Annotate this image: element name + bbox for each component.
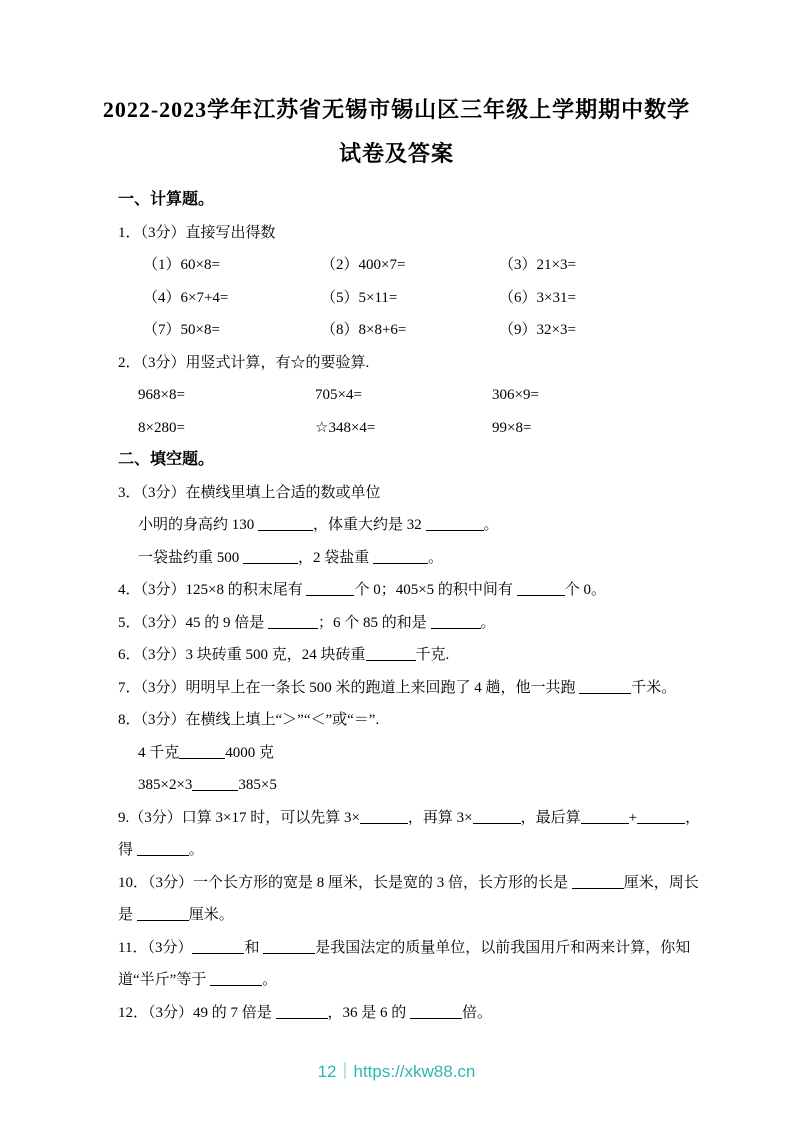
question-9-line-2 [118, 834, 693, 867]
answer-blank [572, 877, 624, 889]
equation: 968×8= [138, 387, 185, 403]
equation: 705×4= [315, 387, 362, 403]
answer-blank [243, 552, 298, 564]
section-heading-fill-blank: 二、填空题。 [118, 451, 215, 468]
answer-blank [426, 519, 484, 531]
text-segment: 385×2×3 [138, 777, 193, 793]
answer-blank [637, 812, 685, 824]
text-segment: 。 [262, 972, 278, 988]
answer-blank [137, 844, 189, 856]
text-segment: 得 [118, 842, 137, 858]
question-2-header [118, 347, 693, 380]
question-2-equations-row-1 [118, 379, 693, 412]
answer-blank [579, 682, 631, 694]
answer-blank [366, 649, 416, 661]
text-segment: 千克. [415, 647, 450, 663]
question-5 [118, 607, 693, 640]
equation: （8）8×8+6= [321, 322, 407, 338]
text-segment: 8．（3分）在横线上填上“＞”“＜”或“＝”. [118, 712, 380, 728]
equation: （2）400×7= [321, 257, 406, 273]
answer-blank [179, 747, 225, 759]
equation: ☆348×4= [315, 419, 376, 436]
question-11-line-2 [118, 964, 693, 997]
text-segment: 厘米。 [188, 907, 234, 923]
answer-blank [263, 942, 315, 954]
text-segment: 9.（3分）口算 3×17 时，可以先算 3× [118, 809, 360, 826]
question-7 [118, 672, 693, 705]
question-3-header [118, 477, 693, 510]
question-3-line-1 [118, 509, 693, 542]
question-10-line-1 [118, 867, 699, 900]
question-6 [118, 639, 693, 672]
equation: （9）32×3= [499, 322, 576, 338]
text-segment: 4．（3分）125×8 的积末尾有 [118, 582, 307, 598]
equation: 99×8= [492, 419, 532, 436]
text-segment: ， [685, 809, 701, 826]
text-segment: 4 千克 [138, 744, 180, 761]
text-segment: 厘米，周长 [623, 874, 699, 891]
text-segment: 6．（3分）3 块砖重 500 克，24 块砖重 [118, 647, 366, 663]
text-segment: ，再算 3× [407, 809, 473, 826]
text-segment: ，最后算 [520, 809, 581, 826]
equation: （1）60×8= [143, 257, 220, 273]
question-3-line-2 [118, 542, 693, 575]
title-line-1: 2022-2023学年江苏省无锡市锡山区三年级上学期期中数学 [102, 97, 691, 122]
answer-blank [268, 617, 318, 629]
text-segment: 和 [244, 939, 264, 956]
text-segment: 一袋盐约重 500 [138, 549, 244, 566]
section-heading-calculation: 一、计算题。 [118, 191, 215, 208]
title-line-2: 试卷及答案 [338, 141, 454, 166]
text-segment: 2．（3分）用竖式计算，有☆的要验算. [118, 354, 370, 371]
answer-blank [258, 519, 313, 531]
equation: （5）5×11= [321, 289, 398, 306]
text-segment: 4000 克 [225, 744, 275, 761]
text-segment: 。 [188, 842, 204, 858]
document-body [0, 176, 793, 1029]
text-segment: 是我国法定的质量单位，以前我国用斤和两来计算，你知 [315, 939, 691, 956]
text-segment: 。 [480, 614, 496, 631]
text-segment: ，体重大约是 32 [313, 517, 426, 533]
answer-blank [192, 942, 244, 954]
text-segment: 10．（3分）一个长方形的宽是 8 厘米，长是宽的 3 倍，长方形的长是 [118, 874, 572, 891]
text-segment: 7．（3分）明明早上在一条长 500 米的跑道上来回跑了 4 趟，他一共跑 [118, 679, 580, 696]
text-segment: ，2 袋盐重 [298, 549, 374, 566]
text-segment: ；6 个 85 的和是 [318, 614, 431, 631]
text-segment: 小明的身高约 130 [138, 517, 259, 533]
text-segment: 倍。 [462, 1004, 493, 1021]
text-segment: 1．（3分）直接写出得数 [118, 224, 276, 241]
text-segment: 。 [428, 549, 444, 566]
text-segment: 个 0。 [564, 582, 606, 598]
question-9-line-1 [118, 802, 701, 835]
text-segment: 3．（3分）在横线里填上合适的数或单位 [118, 484, 381, 501]
document-title [0, 0, 793, 176]
answer-blank [473, 812, 521, 824]
question-1-equations-row-1 [118, 249, 693, 282]
text-segment: 385×5 [238, 777, 277, 793]
question-1-header [118, 217, 693, 250]
answer-blank [373, 552, 428, 564]
text-segment: 5．（3分）45 的 9 倍是 [118, 614, 269, 631]
equation: （3）21×3= [499, 257, 576, 273]
text-segment: 。 [483, 517, 499, 533]
answer-blank [192, 779, 238, 791]
equation: （6）3×31= [499, 289, 576, 306]
equation: （4）6×7+4= [143, 289, 229, 306]
answer-blank [517, 584, 565, 596]
answer-blank [137, 909, 189, 921]
question-12 [118, 997, 693, 1030]
question-8-header [118, 704, 693, 737]
answer-blank [581, 812, 629, 824]
question-1-equations-row-3 [118, 314, 693, 347]
equation: 306×9= [492, 387, 539, 403]
text-segment: ，36 是 6 的 [327, 1004, 411, 1021]
text-segment: 千米。 [631, 679, 677, 696]
answer-blank [360, 812, 408, 824]
question-8-line-1 [118, 737, 693, 770]
equation: 8×280= [138, 419, 185, 436]
text-segment: 个 0；405×5 的积中间有 [354, 582, 517, 598]
footer-source-link: 12｜https://xkw88.cn [317, 1062, 476, 1081]
text-segment: 道“半斤”等于 [118, 972, 211, 988]
answer-blank [276, 1007, 328, 1019]
text-segment: 12．（3分）49 的 7 倍是 [118, 1004, 276, 1021]
question-4 [118, 574, 693, 607]
question-1-equations-row-2 [118, 282, 693, 315]
answer-blank [431, 617, 481, 629]
page-footer [0, 1057, 793, 1082]
text-segment: 11．（3分） [118, 939, 193, 956]
answer-blank [410, 1007, 462, 1019]
answer-blank [210, 974, 262, 986]
text-segment: + [628, 809, 638, 826]
answer-blank [306, 584, 354, 596]
question-2-equations-row-2 [118, 412, 693, 445]
equation: （7）50×8= [143, 322, 220, 338]
text-segment: 是 [118, 907, 137, 923]
question-8-line-2 [118, 769, 693, 802]
question-11-line-1 [118, 932, 693, 965]
question-10-line-2 [118, 899, 693, 932]
